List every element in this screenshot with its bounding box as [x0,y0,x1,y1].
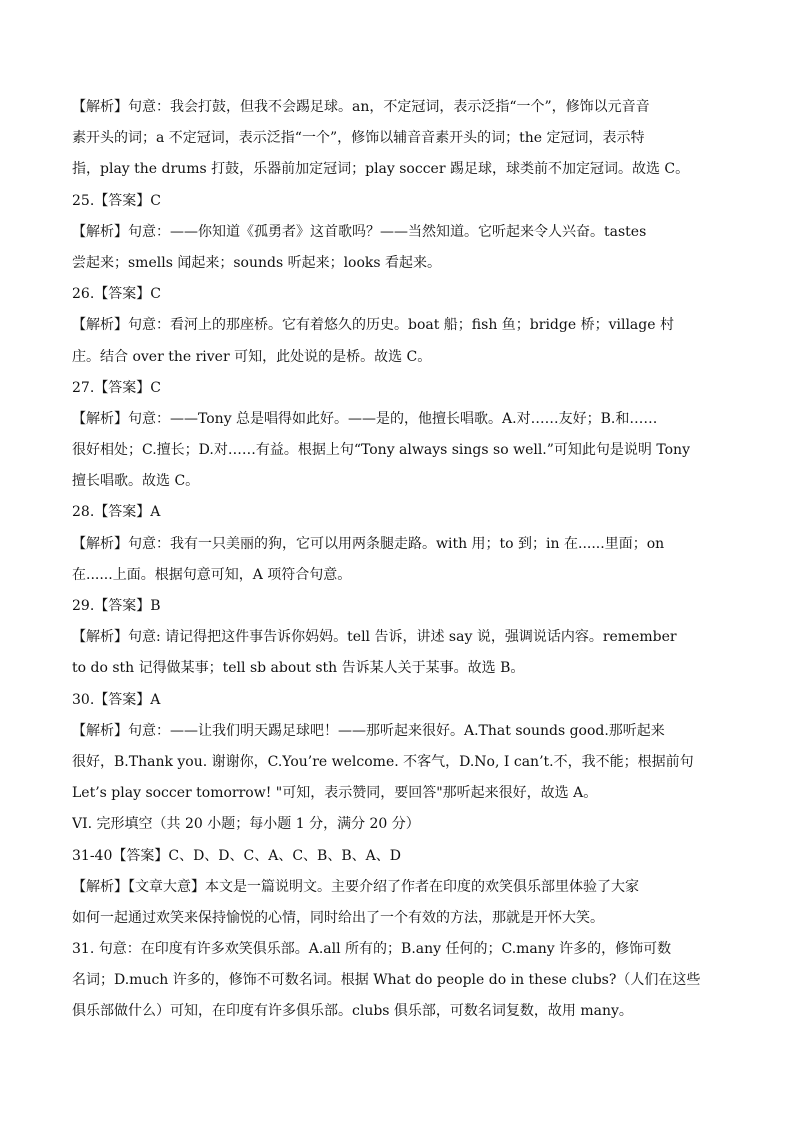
answer-29: 29.【答案】B [72,598,161,614]
text-line-9: 庄。结合 over the river 可知，此处说的是桥。故选 C。 [72,348,432,365]
text-line-12: 很好相处；C.擅长；D.对……有益。根据上句“Tony always sings so well.”可知此句是说明 Tony [72,442,690,459]
text-line-6: 尝起来；smells 闻起来；sounds 听起来；looks 看起来。 [72,254,442,271]
answer-25: 25.【答案】C [72,192,161,209]
answer-30: 30.【答案】A [72,691,161,708]
text-line-27: 如何一起通过欢笑来保持愉悦的心情，同时给出了一个有效的方法，那就是开怀大笑。 [72,909,604,926]
text-line-19: to do sth 记得做某事；tell sb about sth 告诉某人关于某事。故选 B。 [72,660,525,677]
text-line-29: 名词；D.much 许多的，修饰不可数名词。根据 What do people do in these clubs?（人们在这些 [72,972,701,989]
text-line-23: Let’s play soccer tomorrow! "可知，表示赞同，要回答"那听起来很好，故选 A。 [72,785,598,802]
text-line-3: 指，play the drums 打鼓，乐器前加定冠词；play soccer 踢足球，球类前不加定冠词。故选 C。 [72,161,690,178]
text-line-26: 【解析】【文章大意】本文是一篇说明文。主要介绍了作者在印度的欢笑俱乐部里体验了大家 [72,878,639,895]
text-line-21: 【解析】句意：——让我们明天踢足球吧！——那听起来很好。A.That sounds good.那听起来 [72,722,665,739]
text-line-13: 擅长唱歌。故选 C。 [72,473,200,490]
text-line-22: 很好，B.Thank you. 谢谢你，C.You’re welcome. 不客气，D.No, I can’t.不，我不能；根据前句 [72,753,694,770]
section-heading-cloze: VI. 完形填空（共 20 小题；每小题 1 分，满分 20 分） [72,816,420,833]
answer-explanation-page [72,92,722,1028]
text-line-15: 【解析】句意：我有一只美丽的狗，它可以用两条腿走路。with 用；to 到；in 在......里面；on [72,535,665,552]
text-line-2: 素开头的词；a 不定冠词，表示泛指“一个”，修饰以辅音音素开头的词；the 定冠词，表示特 [72,130,645,147]
text-line-11: 【解析】句意：——Tony 总是唱得如此好。——是的，他擅长唱歌。A.对……友好；B.和…… [72,410,658,427]
answer-31-40: 31-40【答案】C、D、D、C、A、C、B、B、A、D [72,847,401,864]
text-line-1: 【解析】句意：我会打鼓，但我不会踢足球。an，不定冠词，表示泛指“一个”，修饰以元音音 [72,99,650,115]
answer-26: 26.【答案】C [72,286,161,303]
text-line-16: 在......上面。根据句意可知，A 项符合句意。 [72,566,352,583]
answer-28: 28.【答案】A [72,504,161,521]
text-line-8: 【解析】句意：看河上的那座桥。它有着悠久的历史。boat 船；fish 鱼；bridge 桥；village 村 [72,317,674,334]
text-line-18: 【解析】句意: 请记得把这件事告诉你妈妈。tell 告诉，讲述 say 说，强调说话内容。remember [72,629,677,646]
text-line-5: 【解析】句意：——你知道《孤勇者》这首歌吗？——当然知道。它听起来令人兴奋。tastes [72,223,647,240]
text-line-30: 俱乐部做什么）可知，在印度有许多俱乐部。clubs 俱乐部，可数名词复数，故用 many。 [72,1003,633,1020]
answer-27: 27.【答案】C [72,379,161,396]
text-line-28: 31. 句意：在印度有许多欢笑俱乐部。A.all 所有的；B.any 任何的；C.many 许多的，修饰可数 [72,941,672,958]
